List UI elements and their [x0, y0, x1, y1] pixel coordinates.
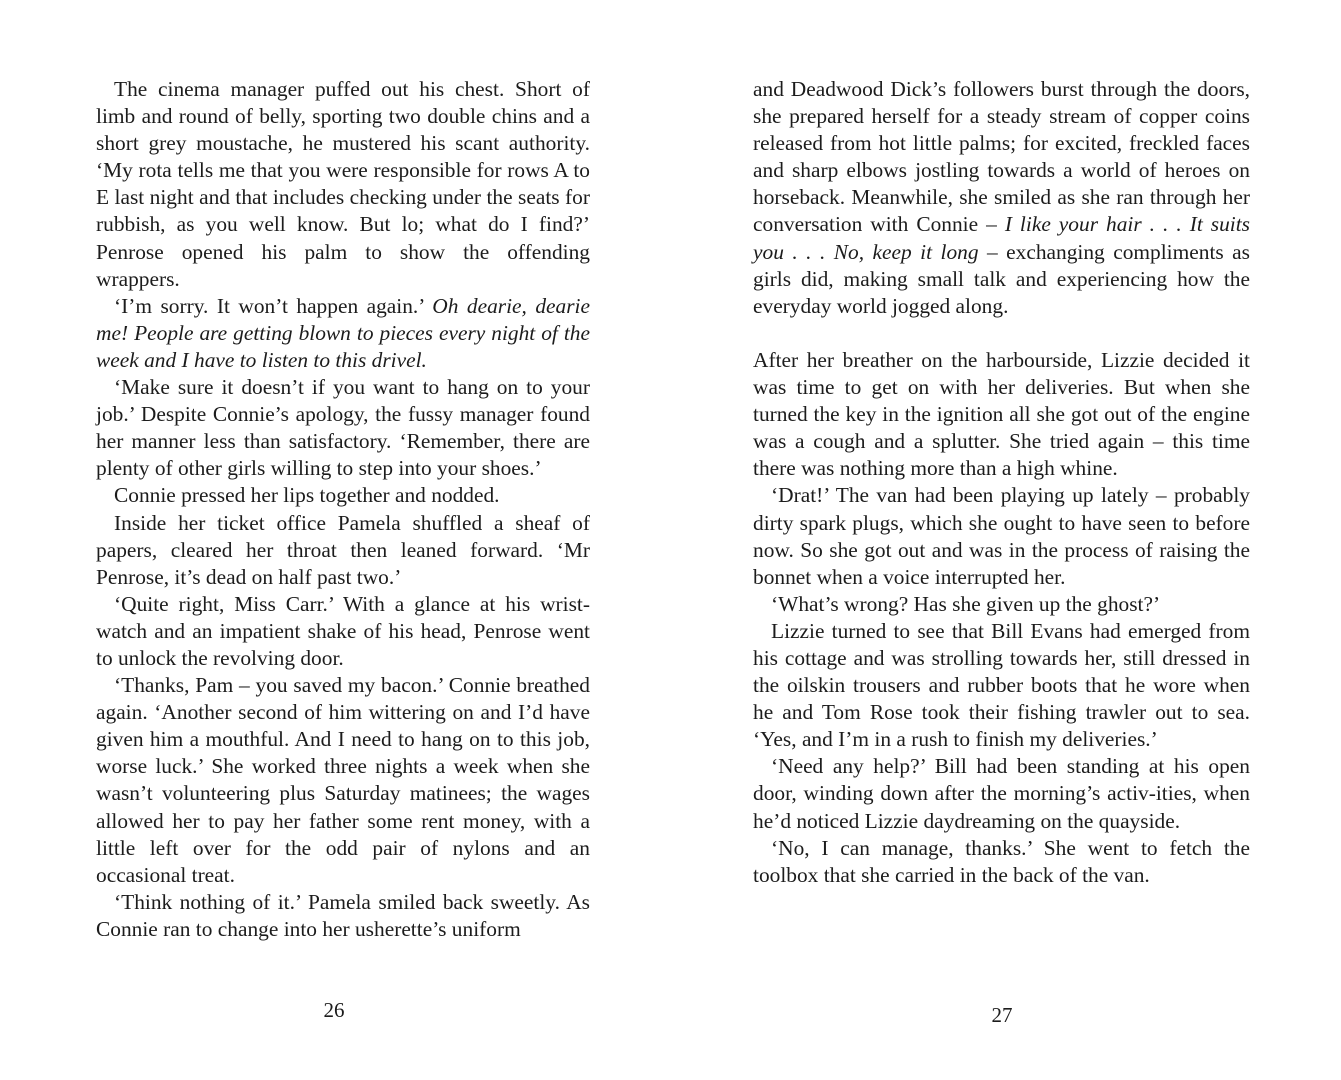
text-run: ‘What’s wrong? Has she given up the ghost?’ [771, 591, 1161, 616]
text-run: ‘No, I can manage, thanks.’ She went to fetch the toolbox that she carried in the back of the van. [753, 835, 1250, 887]
page-number-right: 27 [991, 1003, 1013, 1027]
right-page [753, 0, 1250, 1080]
paragraph [96, 482, 590, 509]
paragraph [753, 76, 1250, 320]
italic-text-run: I like your hair . . . It suits you . . . No, keep it long [753, 212, 1250, 264]
text-run: and Deadwood Dick’s followers burst through the doors, she prepared herself for a steady stream of copper coins released from hot little palms; for excited, freckled faces and sharp elbows jostling towards a world of heroes on horseback. Meanwhile, she smiled as she ran through her conversation with Connie – [753, 77, 1250, 237]
text-run: ‘Need any help?’ Bill had been standing at his open door, winding down after the morning’s activ-ities, when he’d noticed Lizzie daydreaming on the quayside. [753, 754, 1250, 833]
text-run: ‘Drat!’ The van had been playing up lately – probably dirty spark plugs, which she ought to have seen to before now. So she got out and was in the process of raising the bonnet when a voice interrupted her. [753, 483, 1250, 589]
right-page-text [753, 76, 1250, 889]
italic-text-run: Oh dearie, dearie me! People are getting blown to pieces every night of the week and I have to listen to this drivel. [96, 293, 590, 372]
paragraph [96, 672, 590, 889]
paragraph [96, 293, 590, 374]
paragraph [753, 753, 1250, 834]
paragraph [96, 374, 590, 482]
text-run: – exchanging compliments as girls did, making small talk and experiencing how the everyday world jogged along. [753, 239, 1250, 318]
page-number-left: 26 [323, 998, 345, 1022]
text-run: ‘Make sure it doesn’t if you want to hang on to your job.’ Despite Connie’s apology, the fussy manager found her manner less than satisfactory. ‘Remember, there are plenty of other girls willing to step into your shoes.’ [96, 375, 590, 481]
paragraph [753, 618, 1250, 753]
paragraph [96, 889, 590, 943]
text-run: ‘Quite right, Miss Carr.’ With a glance at his wrist-watch and an impatient shake of his head, Penrose went to unlock the revolving door. [96, 591, 590, 670]
paragraph [753, 835, 1250, 889]
paragraph [753, 347, 1250, 482]
text-run: Inside her ticket office Pamela shuffled a sheaf of papers, cleared her throat then leaned forward. ‘Mr Penrose, it’s dead on half past two.’ [96, 510, 590, 589]
paragraph [96, 591, 590, 672]
text-run: ‘Think nothing of it.’ Pamela smiled back sweetly. As Connie ran to change into her usherette’s uniform [96, 889, 590, 941]
left-page-text [96, 76, 590, 943]
text-run: After her breather on the harbourside, Lizzie decided it was time to get on with her deliveries. But when she turned the key in the ignition all she got out of the engine was a cough and a splutter. She tried again – this time there was nothing more than a high whine. [753, 347, 1250, 481]
text-run: ‘I’m sorry. It won’t happen again.’ [114, 293, 433, 318]
paragraph [96, 510, 590, 591]
paragraph [753, 482, 1250, 590]
text-run: The cinema manager puffed out his chest. Short of limb and round of belly, sporting two double chins and a short grey moustache, he mustered his scant authority. ‘My rota tells me that you were responsible for rows A to E last night and that includes checking under the seats for rubbish, as you well know. But lo; what do I find?’ Penrose opened his palm to show the offending wrappers. [96, 77, 590, 291]
text-run: ‘Thanks, Pam – you saved my bacon.’ Connie breathed again. ‘Another second of him wittering on and I’d have given him a mouthful. And I need to hang on to this job, worse luck.’ She worked three nights a week when she wasn’t volunteering plus Saturday matinees; the wages allowed her to pay her father some rent money, with a little left over for the odd pair of nylons and an occasional treat. [96, 673, 590, 887]
left-page [96, 0, 590, 1080]
text-run: Connie pressed her lips together and nodded. [114, 483, 500, 508]
text-run: Lizzie turned to see that Bill Evans had emerged from his cottage and was strolling towards her, still dressed in the oilskin trousers and rubber boots that he wore when he and Tom Rose took their fishing trawler out to sea. ‘Yes, and I’m in a rush to finish my deliveries.’ [753, 618, 1250, 752]
paragraph [753, 591, 1250, 618]
paragraph [96, 76, 590, 293]
